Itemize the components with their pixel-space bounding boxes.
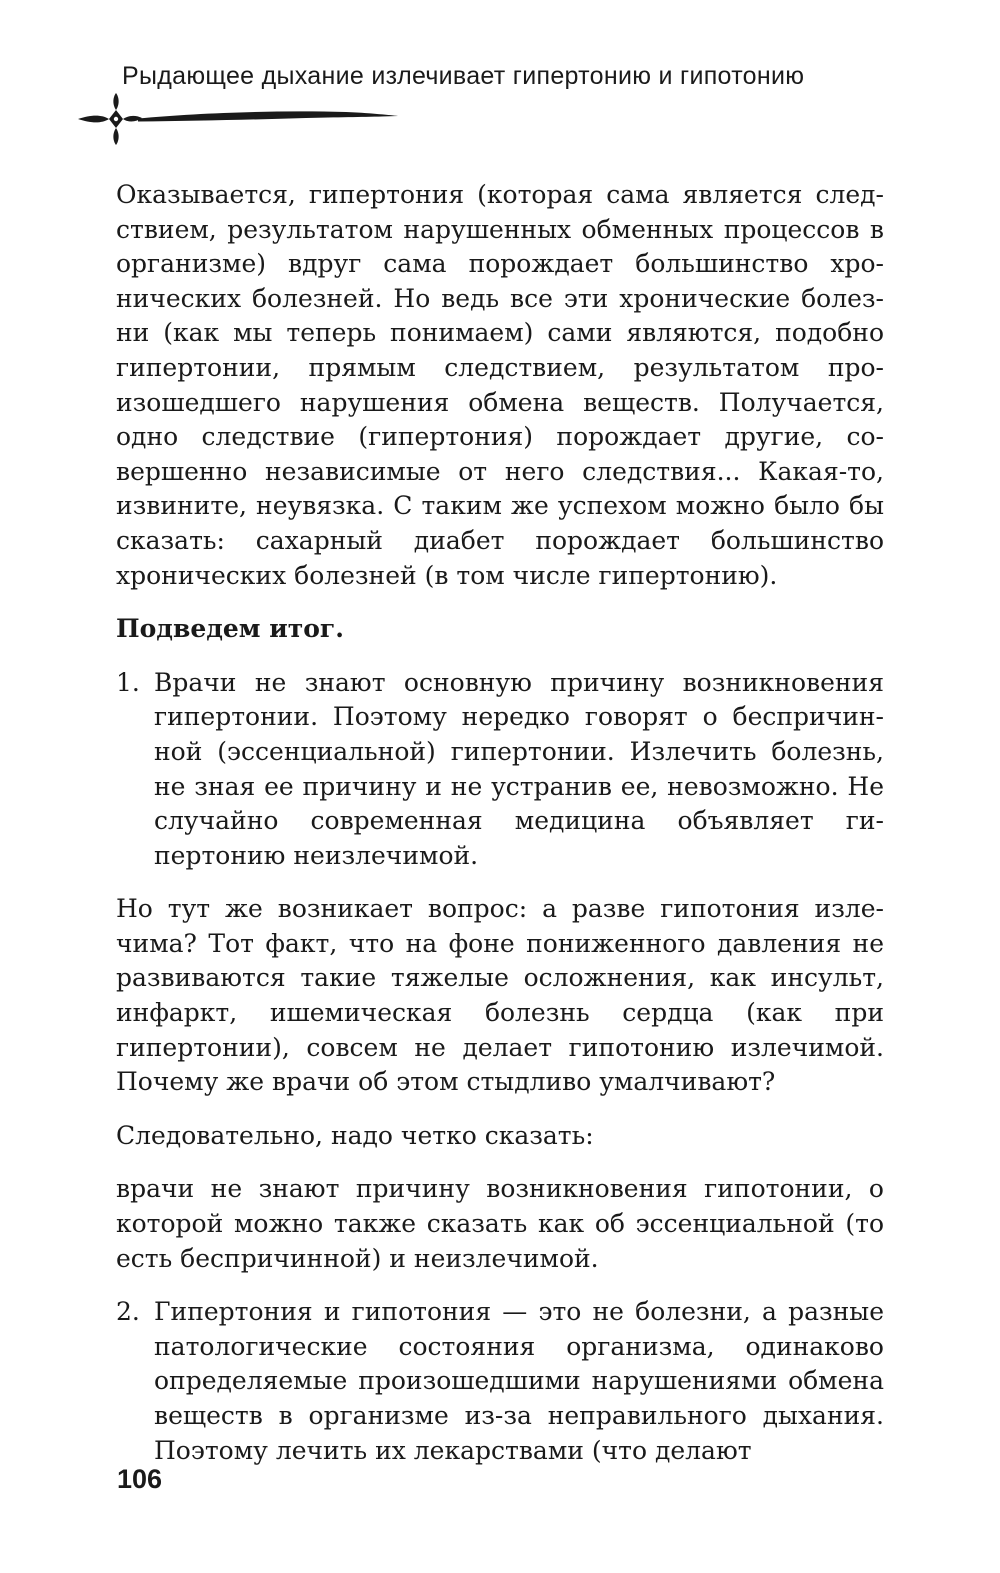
paragraph-hypotension-question: Но тут же возникает вопрос: а разве гипотония излечима? Тот факт, что на фоне пониженного давления не развиваются такие тяжелые осложнения, как инсульт, инфаркт, ишемическая болезнь сердца (как при гипертонии), совсем не делает гипотонию излечимой. Почему же врачи об этом стыдливо умалчивают? xyxy=(116,894,884,1097)
summary-list-part-2 xyxy=(116,1295,884,1468)
list-item-text: Врачи не знают основную причину возникновения гипертонии. Поэтому нередко говорят о беспричинной (эссенциальной) гипертонии. Излечить болезнь, не зная ее причину и не устранив ее, невозможно. Не случайно современная медицина объявляет гипертонию неизлечимой. xyxy=(154,667,884,870)
summary-list-part-1 xyxy=(116,666,884,874)
page-number: 106 xyxy=(117,1464,163,1494)
list-item-2 xyxy=(116,1295,884,1468)
fleur-swash-ornament-icon xyxy=(76,92,406,146)
list-item-1 xyxy=(116,666,884,874)
summary-heading: Подведем итог. xyxy=(116,614,344,644)
list-number: 2. xyxy=(116,1297,140,1327)
paragraph-conclusion: врачи не знают причину возникновения гипотонии, о которой можно также сказать как об эссенциальной (то есть беспричинной) и неизлечимой. xyxy=(116,1174,884,1273)
list-item-text: Гипертония и гипотония — это не болезни, а разные патологические состояния организма, одинаково определяемые произошедшими нарушениями обмена веществ в организме из-за неправильного дыхания. Поэтому лечить их лекарствами (что делают xyxy=(154,1297,884,1465)
paragraph-hypertension-consequence: Оказывается, гипертония (которая сама является следствием, результатом нарушенных обменных процессов в организме) вдруг сама порождает большинство хронических болезней. Но ведь все эти хронические болезни (как мы теперь понимаем) сами являются, подобно гипертонии, прямым следствием, результатом произошедшего нарушения обмена веществ. Получается, одно следствие (гипертония) порождает другие, совершенно независимые от него следствия... Какая-то, извините, неувязка. С таким же успехом можно было бы сказать: сахарный диабет порождает большинство хронических болезней (в том числе гипертонию). xyxy=(116,180,884,590)
page-body xyxy=(116,178,884,1487)
list-number: 1. xyxy=(116,667,140,697)
running-header: Рыдающее дыхание излечивает гипертонию и гипотонию xyxy=(122,62,805,90)
paragraph-conclusion-intro: Следовательно, надо четко сказать: xyxy=(116,1120,594,1150)
